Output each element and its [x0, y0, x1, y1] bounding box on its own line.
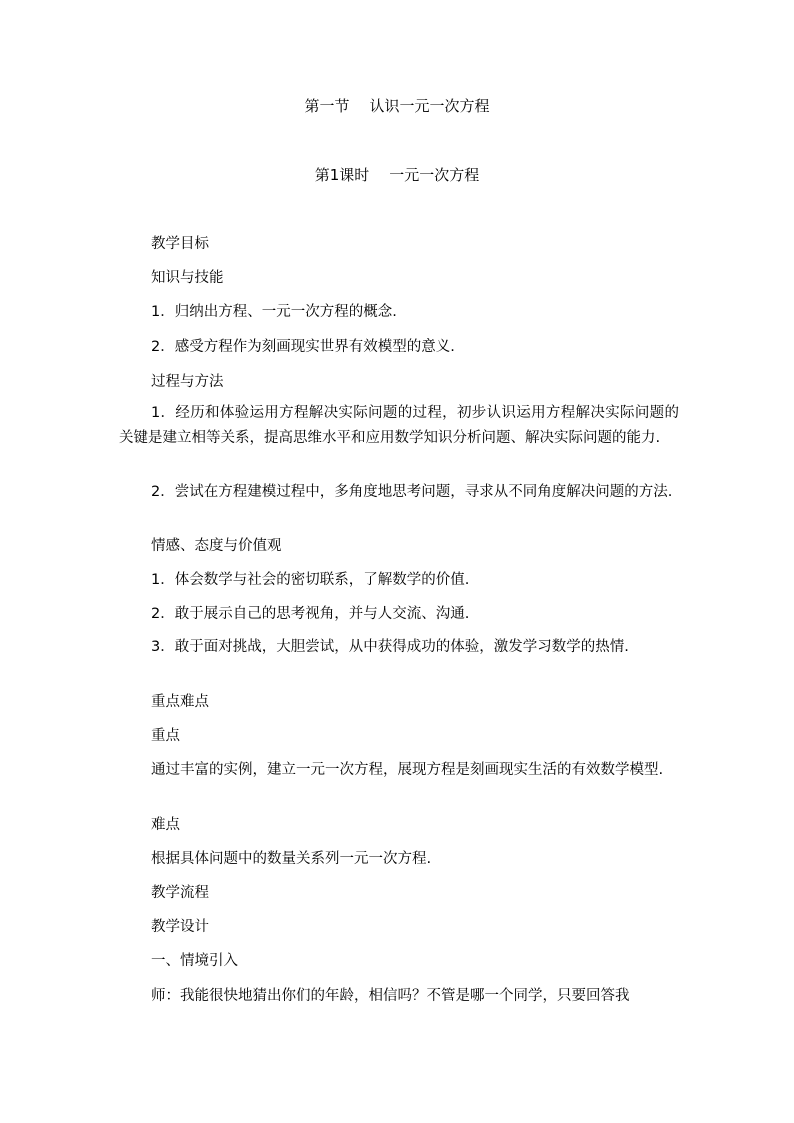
item-emotion-2: 2．敢于展示自己的思考视角，并与人交流、沟通. — [151, 606, 470, 622]
key-point-text: 通过丰富的实例，建立一元一次方程，展现方程是刻画现实生活的有效数学模型. — [151, 762, 664, 778]
heading-teaching-design: 教学设计 — [151, 919, 209, 935]
heading-process-methods: 过程与方法 — [151, 374, 224, 390]
item-knowledge-2: 2．感受方程作为刻画现实世界有效模型的意义. — [151, 339, 455, 355]
section-topic: 认识一元一次方程 — [369, 97, 490, 115]
lesson-number: 第1课时 — [314, 166, 370, 184]
heading-intro: 一、情境引入 — [151, 953, 238, 969]
difficult-point-text: 根据具体问题中的数量关系列一元一次方程. — [151, 851, 432, 867]
heading-key-difficult: 重点难点 — [151, 694, 209, 710]
section-title — [0, 96, 794, 116]
heading-teaching-flow: 教学流程 — [151, 885, 209, 901]
heading-emotion-values: 情感、态度与价值观 — [151, 538, 282, 554]
item-knowledge-1: 1．归纳出方程、一元一次方程的概念. — [151, 304, 397, 320]
heading-key-point: 重点 — [151, 728, 180, 744]
lesson-title — [0, 165, 794, 185]
item-emotion-1: 1．体会数学与社会的密切联系，了解数学的价值. — [151, 572, 470, 588]
heading-difficult-point: 难点 — [151, 817, 180, 833]
intro-text: 师：我能很快地猜出你们的年龄，相信吗？不管是哪一个同学，只要回答我 — [151, 988, 630, 1004]
heading-knowledge-skills: 知识与技能 — [151, 270, 224, 286]
item-process-1: 1．经历和体验运用方程解决实际问题的过程，初步认识运用方程解决实际问题的关键是建立相等关系，提高思维水平和应用数学知识分析问题、解决实际问题的能力. — [119, 405, 679, 446]
item-process-2: 2．尝试在方程建模过程中，多角度地思考问题，寻求从不同角度解决问题的方法. — [151, 484, 673, 500]
lesson-topic: 一元一次方程 — [389, 166, 480, 184]
heading-teaching-goals: 教学目标 — [151, 236, 209, 252]
section-number: 第一节 — [304, 97, 350, 115]
item-emotion-3: 3．敢于面对挑战，大胆尝试，从中获得成功的体验，激发学习数学的热情. — [151, 639, 629, 655]
